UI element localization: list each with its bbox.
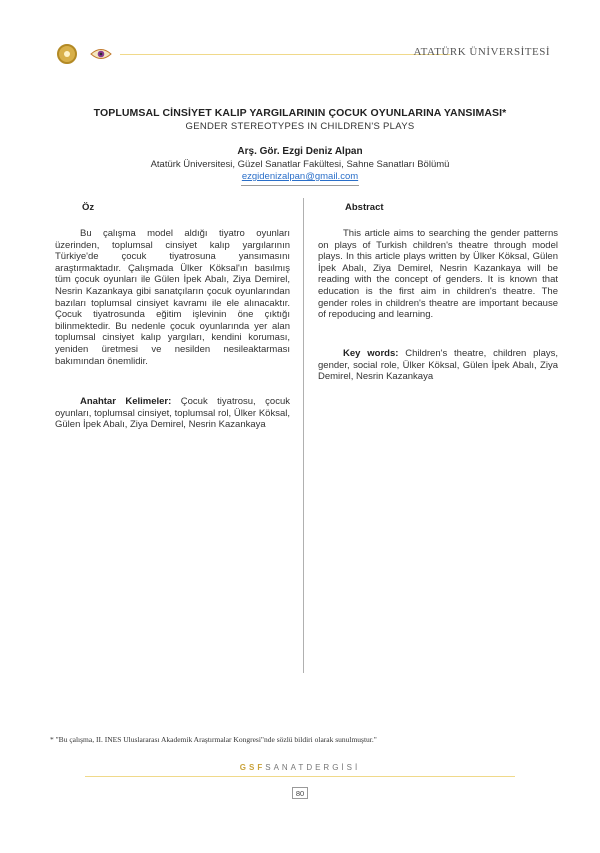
footer-rule [85,776,515,777]
oz-keywords-label: Anahtar Kelimeler: [80,396,172,407]
english-keywords-label: Key words: [343,348,399,359]
university-logo: ATATÜRK ÜNİVERSİTESİ [413,46,550,58]
english-abstract: This article aims to searching the gender patterns on plays of Turkish children's theatre through model plays. In this article plays written by Ülker Köksal, Gülen İpek Abalı, Ziya Demirel, Nesrin Kazankaya will be reading with the concept of genders. It is known that education is the first aim in children's theatre. The gender roles in children's theatre are important because of repoducing and learning. [318,228,558,321]
email-rule [241,185,359,186]
article-subtitle: GENDER STEREOTYPES IN CHILDREN'S PLAYS [185,121,415,132]
university-seal-icon [57,44,77,64]
abstract-heading: Abstract [345,202,384,213]
oz-keywords [55,396,290,431]
journal-rest: SANATDERGİSİ [265,763,361,772]
page-number: 80 [292,787,308,799]
oz-heading: Öz [82,202,95,213]
article-title: TOPLUMSAL CİNSİYET KALIP YARGILARININ ÇOCUK OYUNLARINA YANSIMASI* [93,107,507,119]
header-rule [120,54,450,55]
eye-logo-icon [90,47,112,61]
footnote: * "Bu çalışma, II. INES Uluslararası Akademik Araştırmalar Kongresi"nde sözlü bildiri olarak sunulmuştur." [50,735,377,744]
english-keywords-text: Children's theatre, children plays, gender, social role, Ülker Köksal, Gülen İpek Abalı, Ziya Demirel, Nesrin Kazankaya [318,348,558,383]
author-affiliation: Atatürk Üniversitesi, Güzel Sanatlar Fakültesi, Sahne Sanatları Bölümü [150,159,450,170]
author-name: Arş. Gör. Ezgi Deniz Alpan [237,146,363,157]
english-keywords [318,348,558,383]
journal-name [0,763,600,772]
oz-abstract: Bu çalışma model aldığı tiyatro oyunları üzerinden, toplumsal cinsiyet kalıp yargılarının Türkiye'de çocuk tiyatrosuna yansımasını araştırmaktadır. Çalışmada Ülker Köksal'ın basılmış tüm çocuk oyunları ile Gülen İpek Abalı, Ziya Demirel, Nesrin Kazankaya gibi sanatçıların çocuk oyunlarından bazıları toplumsal cinsiyet kavramı ile ele alınacaktır. Çocuk tiyatrosunda eğitim işlevinin öne çıktığı bilinmektedir. Bu nedenle çocuk oyunlarında yer alan toplumsal cinsiyet kalıp yargıları, kendini koruması, yeniden üretmesi ve nesilden nesileaktarması bakımından önemlidir. [55,228,290,367]
oz-keywords-text: Çocuk tiyatrosu, çocuk oyunları, toplumsal cinsiyet, toplumsal rol, Ülker Köksal, Gülen İpek Abalı, Ziya Demirel, Nesrin Kazankaya [55,396,290,431]
journal-brand: GSF [239,763,266,772]
column-divider [303,198,304,673]
author-email-link[interactable]: ezgidenizalpan@gmail.com [241,171,359,182]
